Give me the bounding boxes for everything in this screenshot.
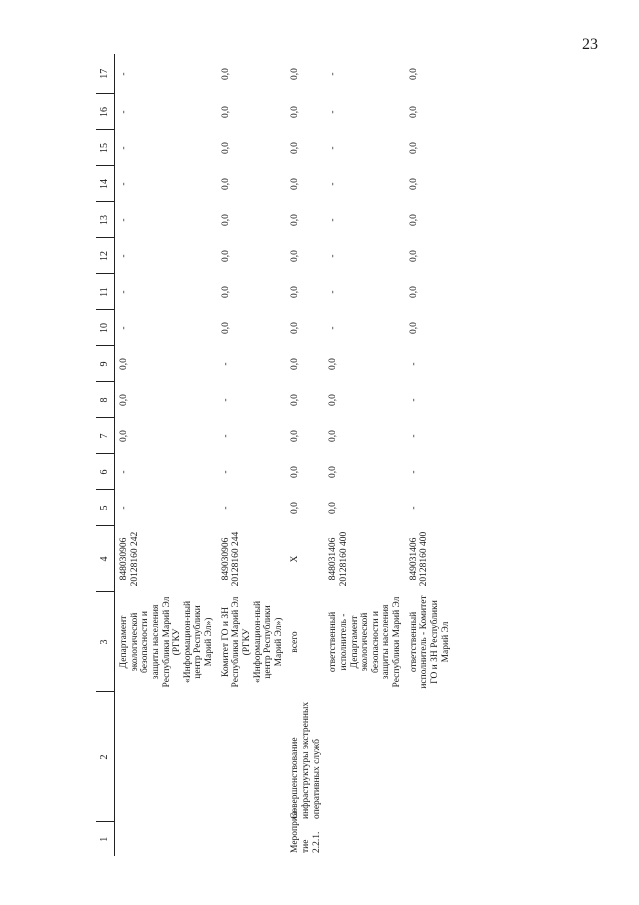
value-cell: 0,0 <box>290 430 301 442</box>
budget-code-cell: 849031406 20128160 400 <box>408 531 430 587</box>
value-cell: - <box>119 290 129 294</box>
budget-code-cell: 848030906 20128160 242 <box>119 531 140 587</box>
value-cell: 0,0 <box>408 286 419 298</box>
value-cell: 0,0 <box>119 430 129 442</box>
executor-cell: всего <box>290 631 301 653</box>
col-header: 9 <box>96 346 115 382</box>
activity-name-cell <box>115 692 217 822</box>
value-cell: - <box>408 506 419 510</box>
value-cell: - <box>408 398 419 402</box>
value-cell: - <box>328 290 339 294</box>
value-cell: 0,0 <box>290 142 301 154</box>
page-number: 23 <box>582 36 598 53</box>
value-cell: - <box>328 146 339 150</box>
value-cell: - <box>328 110 339 114</box>
value-cell: - <box>408 434 419 438</box>
value-cell: - <box>328 218 339 222</box>
value-cell: 0,0 <box>220 68 231 80</box>
col-header: 15 <box>96 130 115 166</box>
table-row <box>115 54 217 856</box>
value-cell: - <box>119 182 129 186</box>
value-cell: 0,0 <box>408 178 419 190</box>
col-header: 7 <box>96 418 115 454</box>
value-cell: - <box>119 146 129 150</box>
value-cell: 0,0 <box>290 250 301 262</box>
value-cell: - <box>408 470 419 474</box>
value-cell: - <box>220 362 231 366</box>
value-cell: 0,0 <box>328 466 339 478</box>
value-cell: 0,0 <box>328 502 339 514</box>
rotated-table-container <box>96 56 616 856</box>
executor-cell: Департамент экологической безопасности и защиты населения Республики Марий Эл (РГКУ «Информацион-ный центр Республики Марий Эл») <box>119 596 214 688</box>
value-cell: - <box>408 362 419 366</box>
value-cell: 0,0 <box>290 214 301 226</box>
value-cell: - <box>328 182 339 186</box>
executor-cell: ответственный исполнитель - Комитет ГО и ЗН Республики Марий Эл <box>408 595 451 689</box>
table-row <box>324 54 404 856</box>
activity-number-cell <box>115 822 217 856</box>
value-cell: - <box>119 218 129 222</box>
value-cell: 0,0 <box>290 286 301 298</box>
table-body <box>115 54 454 856</box>
col-header: 13 <box>96 202 115 238</box>
value-cell: 0,0 <box>328 358 339 370</box>
value-cell: 0,0 <box>328 430 339 442</box>
executor-cell: Комитет ГО и ЗН Республики Марий Эл (РГКУ «Информацион-ный центр Республики Марий Эл») <box>220 596 284 688</box>
col-header: 14 <box>96 166 115 202</box>
activity-name-cell <box>405 692 454 822</box>
col-header: 2 <box>96 692 115 822</box>
value-cell: 0,0 <box>220 178 231 190</box>
value-cell: 0,0 <box>408 106 419 118</box>
value-cell: 0,0 <box>408 214 419 226</box>
value-cell: - <box>328 72 339 76</box>
activity-name-cell: Совершенствование инфраструктуры экстренных оперативных служб <box>290 701 322 819</box>
budget-code-cell: 848031406 20128160 400 <box>328 531 349 587</box>
col-header: 11 <box>96 274 115 310</box>
value-cell: - <box>220 398 231 402</box>
col-header: 6 <box>96 454 115 490</box>
value-cell: 0,0 <box>220 142 231 154</box>
col-header: 10 <box>96 310 115 346</box>
value-cell: 0,0 <box>220 250 231 262</box>
col-header: 8 <box>96 382 115 418</box>
table-row <box>405 54 454 856</box>
activity-number-cell <box>324 822 404 856</box>
value-cell: - <box>119 470 129 474</box>
col-header: 3 <box>96 592 115 692</box>
activity-name-cell <box>217 692 287 822</box>
value-cell: - <box>328 254 339 258</box>
value-cell: 0,0 <box>290 394 301 406</box>
col-header: 4 <box>96 526 115 592</box>
value-cell: - <box>119 506 129 510</box>
value-cell: 0,0 <box>408 68 419 80</box>
col-header: 1 <box>96 822 115 856</box>
value-cell: 0,0 <box>290 68 301 80</box>
value-cell: 0,0 <box>119 394 129 406</box>
value-cell: 0,0 <box>290 466 301 478</box>
col-header: 5 <box>96 490 115 526</box>
col-header: 16 <box>96 94 115 130</box>
col-header: 17 <box>96 54 115 94</box>
value-cell: 0,0 <box>290 106 301 118</box>
value-cell: - <box>328 326 339 330</box>
table-row <box>217 54 287 856</box>
value-cell: 0,0 <box>220 322 231 334</box>
activity-number-cell <box>217 822 287 856</box>
value-cell: 0,0 <box>220 106 231 118</box>
value-cell: 0,0 <box>408 322 419 334</box>
value-cell: - <box>220 434 231 438</box>
budget-code-cell: 849030906 20128160 244 <box>220 531 242 587</box>
activity-number-cell <box>405 822 454 856</box>
value-cell: - <box>119 326 129 330</box>
value-cell: 0,0 <box>290 322 301 334</box>
value-cell: 0,0 <box>328 394 339 406</box>
table-row <box>286 54 324 856</box>
value-cell: 0,0 <box>290 178 301 190</box>
header-row <box>96 54 115 856</box>
value-cell: - <box>119 254 129 258</box>
value-cell: 0,0 <box>290 358 301 370</box>
activity-name-cell <box>324 692 404 822</box>
value-cell: 0,0 <box>220 214 231 226</box>
value-cell: 0,0 <box>220 286 231 298</box>
value-cell: - <box>220 506 231 510</box>
value-cell: - <box>119 110 129 114</box>
value-cell: - <box>220 470 231 474</box>
activity-number-cell: Мероприя-тие 2.2.1. <box>290 808 322 853</box>
value-cell: 0,0 <box>119 358 129 370</box>
executor-cell: ответственный исполнитель - Департамент экологической безопасности и защиты населения Республики Марий Эл <box>328 596 402 688</box>
col-header: 12 <box>96 238 115 274</box>
value-cell: 0,0 <box>408 142 419 154</box>
value-cell: - <box>119 72 129 76</box>
budget-table <box>96 54 453 856</box>
budget-code-cell: Х <box>290 555 301 563</box>
value-cell: 0,0 <box>408 250 419 262</box>
value-cell: 0,0 <box>290 502 301 514</box>
